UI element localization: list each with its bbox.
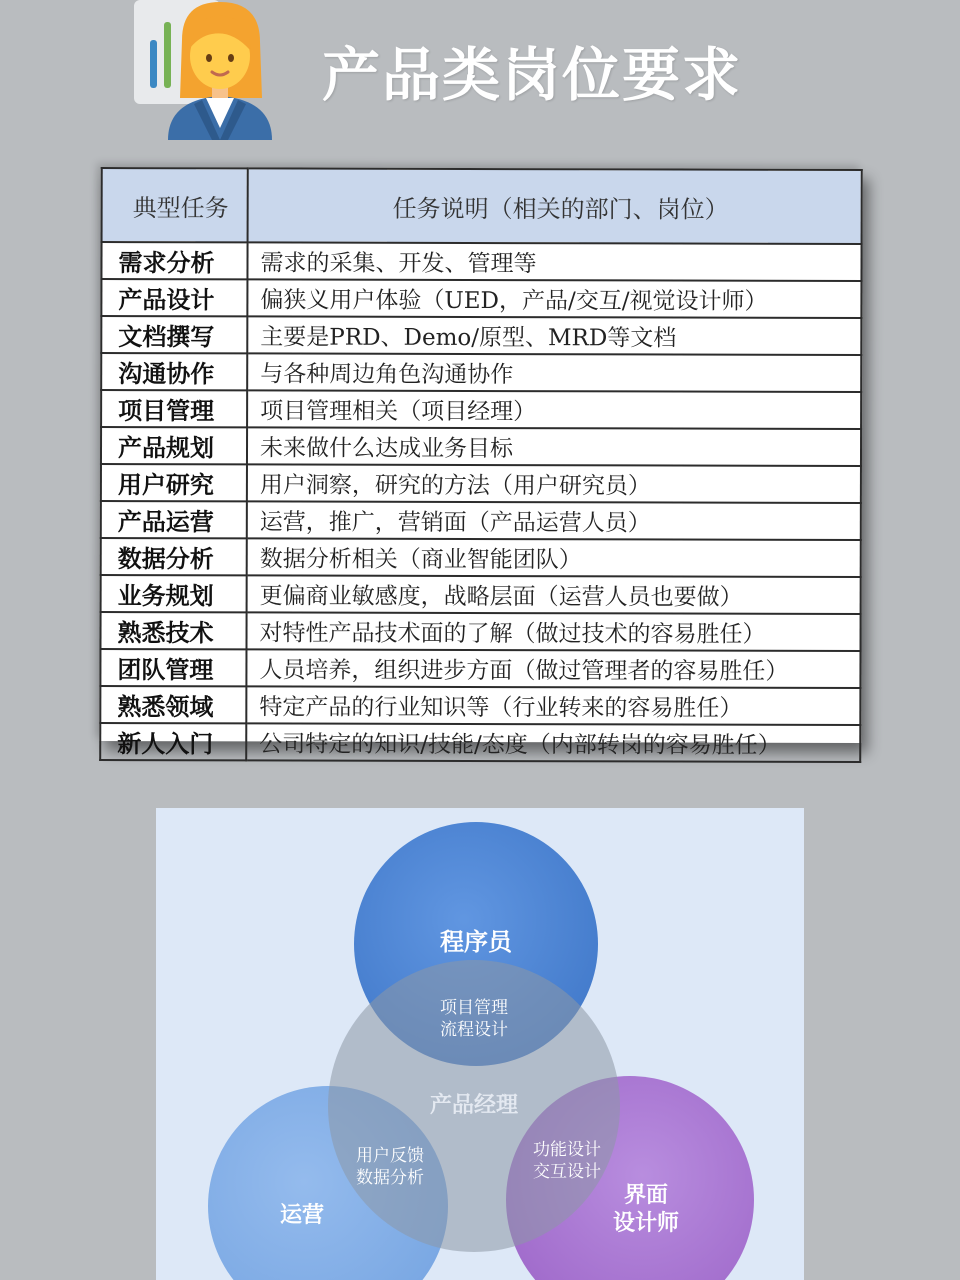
task-name-cell: 产品规划 — [101, 427, 247, 464]
task-name-cell: 熟悉技术 — [100, 612, 246, 649]
task-description-cell: 用户洞察，研究的方法（用户研究员） — [247, 464, 861, 503]
task-name-cell: 产品设计 — [101, 279, 247, 316]
table-row — [101, 316, 861, 355]
header-typical-task: 典型任务 — [102, 168, 248, 242]
task-description-cell: 未来做什么达成业务目标 — [247, 427, 861, 466]
table-row — [101, 575, 861, 614]
table-row — [101, 501, 861, 540]
venn-diagram — [156, 808, 804, 1280]
label-programmer: 程序员 — [440, 929, 512, 956]
task-description-cell: 偏狭义用户体验（UED，产品/交互/视觉设计师） — [247, 279, 861, 318]
overlap-pm-programmer-line1: 项目管理 — [440, 998, 508, 1017]
label-ui-designer-line1: 界面 — [623, 1182, 669, 1207]
table-row — [100, 723, 860, 762]
task-table-card — [99, 167, 863, 759]
header — [0, 0, 960, 150]
overlap-pm-operations-line2: 数据分析 — [356, 1168, 424, 1187]
task-description-cell: 更偏商业敏感度，战略层面（运营人员也要做） — [247, 575, 861, 614]
task-name-cell: 熟悉领域 — [100, 686, 246, 723]
label-product-manager: 产品经理 — [429, 1092, 519, 1117]
task-table — [99, 167, 863, 763]
table-row — [101, 279, 861, 318]
avatar — [132, 0, 282, 140]
task-name-cell: 产品运营 — [101, 501, 247, 538]
task-description-cell: 需求的采集、开发、管理等 — [247, 242, 861, 281]
overlap-pm-operations-line1: 用户反馈 — [356, 1146, 424, 1165]
avatar-woman-icon — [132, 0, 282, 140]
overlap-pm-ui-line1: 功能设计 — [533, 1140, 601, 1159]
task-description-cell: 特定产品的行业知识等（行业转来的容易胜任） — [246, 686, 860, 725]
overlap-pm-ui-line2: 交互设计 — [533, 1162, 601, 1181]
label-ui-designer-line2: 设计师 — [612, 1210, 680, 1235]
table-row — [101, 464, 861, 503]
task-name-cell: 用户研究 — [101, 464, 247, 501]
task-description-cell: 人员培养，组织进步方面（做过管理者的容易胜任） — [246, 649, 860, 688]
task-description-cell: 对特性产品技术面的了解（做过技术的容易胜任） — [246, 612, 860, 651]
task-name-cell: 数据分析 — [101, 538, 247, 575]
label-operations: 运营 — [279, 1202, 325, 1227]
task-description-cell: 主要是PRD、Demo/原型、MRD等文档 — [247, 316, 861, 355]
table-row — [101, 538, 861, 577]
task-name-cell: 沟通协作 — [101, 353, 247, 390]
task-description-cell: 运营，推广，营销面（产品运营人员） — [247, 501, 861, 540]
task-name-cell: 需求分析 — [101, 242, 247, 279]
task-name-cell: 团队管理 — [100, 649, 246, 686]
task-description-cell: 公司特定的知识/技能/态度（内部转岗的容易胜任） — [246, 723, 860, 762]
task-name-cell: 业务规划 — [101, 575, 247, 612]
table-header-row — [102, 168, 862, 244]
page-title: 产品类岗位要求 — [322, 41, 743, 109]
table-row — [100, 612, 860, 651]
task-name-cell: 新人入门 — [100, 723, 246, 760]
table-row — [100, 686, 860, 725]
table-row — [100, 649, 860, 688]
task-description-cell: 与各种周边角色沟通协作 — [247, 353, 861, 392]
task-name-cell: 项目管理 — [101, 390, 247, 427]
table-row — [101, 242, 861, 281]
task-description-cell: 数据分析相关（商业智能团队） — [247, 538, 861, 577]
task-description-cell: 项目管理相关（项目经理） — [247, 390, 861, 429]
header-task-description: 任务说明（相关的部门、岗位） — [248, 168, 862, 244]
overlap-pm-programmer-line2: 流程设计 — [440, 1020, 508, 1039]
table-row — [101, 353, 861, 392]
table-row — [101, 390, 861, 429]
task-name-cell: 文档撰写 — [101, 316, 247, 353]
table-row — [101, 427, 861, 466]
